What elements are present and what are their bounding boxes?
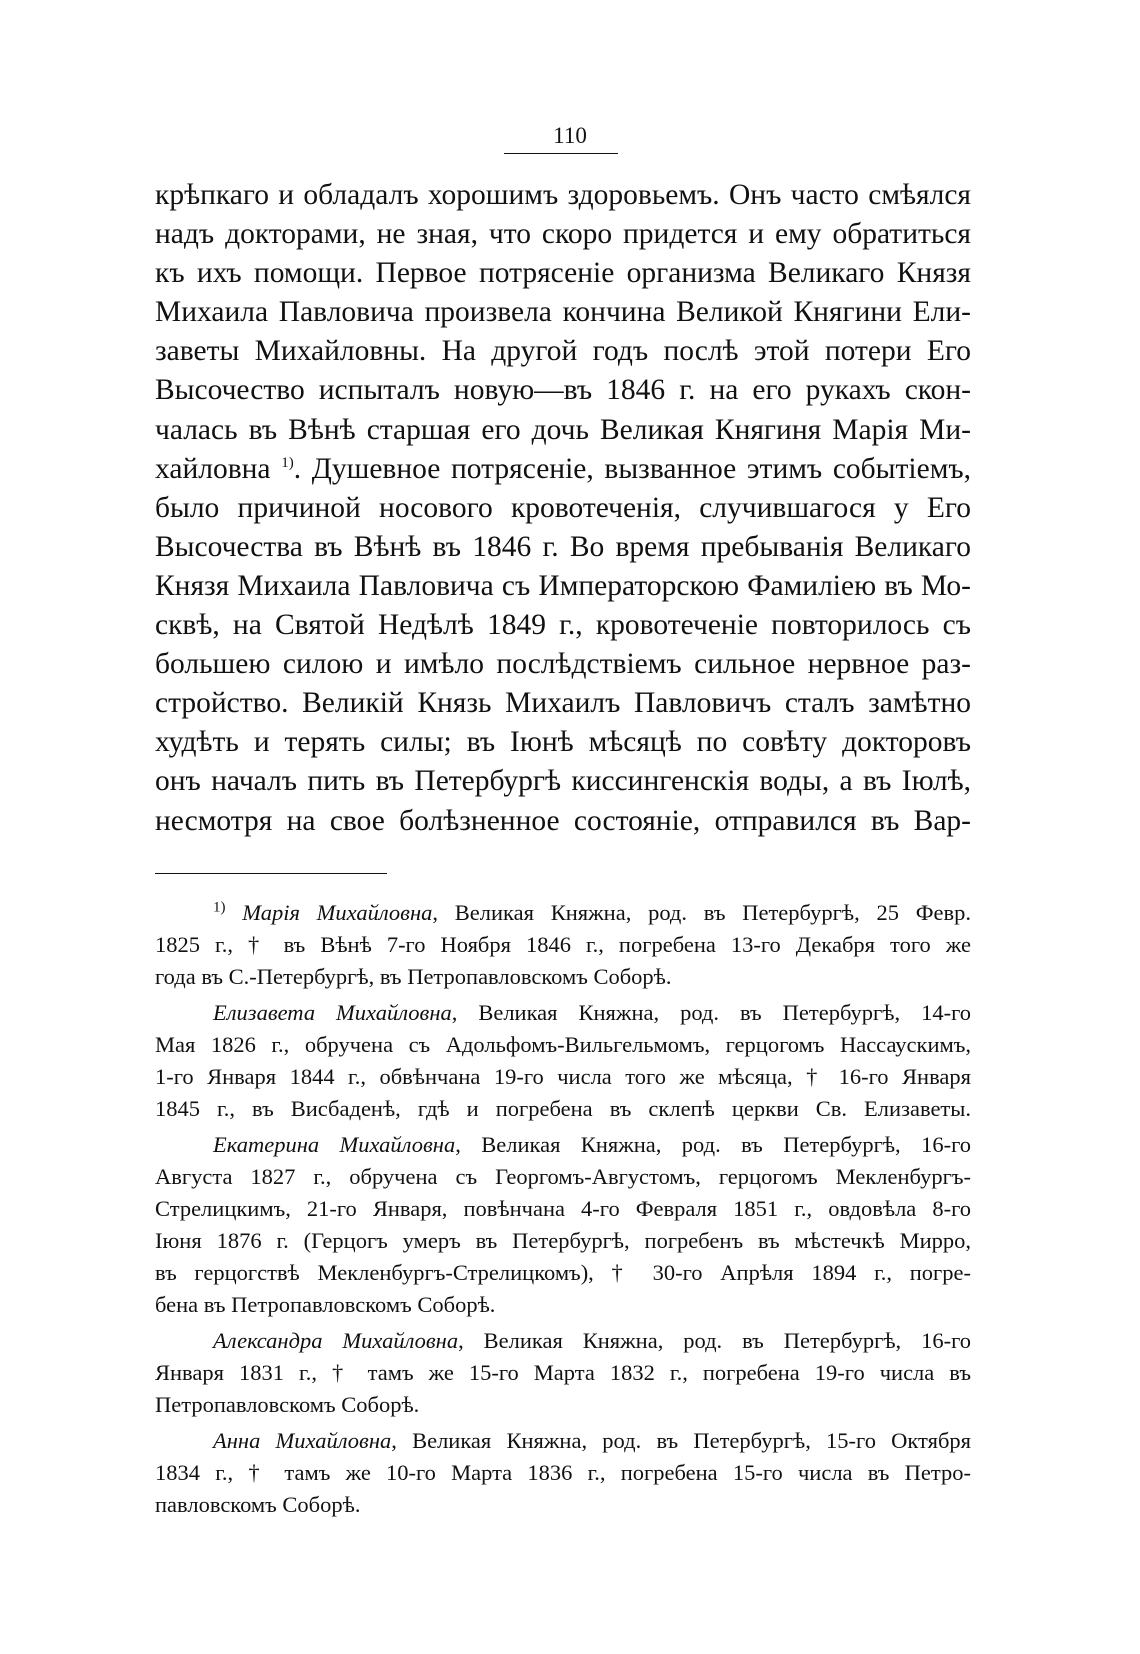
footnote-5 [155, 1425, 971, 1521]
footnote-line: Мая 1826 г., обручена съ Адольфомъ-Вильгельмомъ, герцогомъ Нассаускимъ, [155, 1032, 971, 1057]
text-segment: хайловна [155, 452, 282, 485]
footnote-line [155, 997, 971, 1029]
text-line-with-footnote-ref [155, 450, 971, 489]
footnote-1 [155, 897, 971, 993]
main-text [155, 176, 971, 841]
text-line: Высочества въ Вѣнѣ въ 1846 г. Во время пребыванія Великаго [155, 530, 971, 563]
footnote-person-name: Анна Михайловна [213, 1428, 392, 1453]
footnote-line [155, 897, 971, 929]
footnote-person-name: Александра Михайловна [213, 1328, 459, 1353]
text-line: Князя Михаила Павловича съ Императорскою Фамиліею въ Мо- [155, 569, 971, 602]
footnote-3 [155, 1129, 971, 1321]
page-number: 110 [553, 123, 587, 148]
text-segment: , Великая Княжна, род. въ Петербургѣ, 16-го [455, 1132, 971, 1157]
text-line: несмотря на свое болѣзненное состояніе, отправился въ Вар- [155, 804, 971, 837]
text-line: онъ началъ пить въ Петербургѣ киссингенскія воды, а въ Іюлѣ, [155, 765, 971, 798]
footnote-2 [155, 997, 971, 1125]
footnote-line: Петропавловскомъ Соборѣ. [155, 1392, 420, 1417]
text-segment: , Великая Княжна, род. въ Петербургѣ, 14-го [451, 1000, 971, 1025]
text-line: стройство. Великій Князь Михаилъ Павловичъ сталъ замѣтно [155, 687, 971, 720]
text-line: Высочество испыталъ новую—въ 1846 г. на его рукахъ скон- [155, 374, 971, 407]
text-line: большею силою и имѣло послѣдствіемъ сильное нервное раз- [155, 648, 971, 681]
text-line: заветы Михайловны. На другой годъ послѣ этой потери Его [155, 335, 971, 368]
footnote-line: 1825 г., † въ Вѣнѣ 7-го Ноября 1846 г., погребена 13-го Декабря того же [155, 932, 971, 957]
text-line: крѣпкаго и обладалъ хорошимъ здоровьемъ. Онъ часто смѣялся [155, 179, 971, 211]
text-line: сквѣ, на Святой Недѣлѣ 1849 г., кровотеченіе повторилось съ [155, 609, 971, 642]
footnote-line [155, 1425, 971, 1457]
footnote-marker: 1) [213, 899, 226, 916]
footnote-line: года въ С.-Петербургѣ, въ Петропавловскомъ Соборѣ. [155, 964, 672, 989]
footnote-line: Іюня 1876 г. (Герцогъ умеръ въ Петербургѣ, погребенъ въ мѣстечкѣ Мирро, [155, 1228, 971, 1253]
footnote-person-name: Марія Михайловна [242, 900, 433, 925]
footnote-line: 1-го Января 1844 г., обвѣнчана 19-го числа того же мѣсяца, † 16-го Января [155, 1064, 971, 1089]
footnote-line [155, 1325, 971, 1357]
footnote-line [155, 1129, 971, 1161]
footnote-person-name: Екатерина Михайловна [213, 1132, 456, 1157]
page-number-rule [504, 153, 618, 154]
text-line: къ ихъ помощи. Первое потрясеніе организма Великаго Князя [155, 257, 971, 290]
footnote-line: Августа 1827 г., обручена съ Георгомъ-Августомъ, герцогомъ Мекленбургъ- [155, 1164, 971, 1189]
text-segment: , Великая Княжна, род. въ Петербургѣ, 25 Февр. [432, 900, 971, 925]
footnote-line: Стрелицкимъ, 21-го Января, повѣнчана 4-го Февраля 1851 г., овдовѣла 8-го [155, 1196, 971, 1221]
text-line: было причиной носового кровотеченія, случившагося у Его [155, 491, 971, 524]
text-line: худѣть и терять силы; въ Іюнѣ мѣсяцѣ по совѣту докторовъ [155, 726, 971, 759]
text-segment: , Великая Княжна, род. въ Петербургѣ, 16-го [458, 1328, 971, 1353]
text-line: надъ докторами, не зная, что скоро придется и ему обратиться [155, 218, 971, 251]
footnote-separator [155, 873, 387, 874]
text-line: Михаила Павловича произвела кончина Великой Княгини Ели- [155, 296, 971, 329]
footnote-line: 1845 г., въ Висбаденѣ, гдѣ и погребена въ склепѣ церкви Св. Елизаветы. [155, 1096, 971, 1121]
footnote-line: 1834 г., † тамъ же 10-го Марта 1836 г., погребена 15-го числа въ Петро- [155, 1460, 971, 1485]
footnote-line: Января 1831 г., † тамъ же 15-го Марта 1832 г., погребена 19-го числа въ [155, 1360, 971, 1385]
footnote-line: въ герцогствѣ Мекленбургъ-Стрелицкомъ), † 30-го Апрѣля 1894 г., погре- [155, 1260, 971, 1285]
footnote-person-name: Елизавета Михайловна [213, 1000, 452, 1025]
footnote-ref[interactable]: 1) [281, 454, 294, 471]
footnotes [155, 897, 971, 1525]
text-line: чалась въ Вѣнѣ старшая его дочь Великая Княгиня Марія Ми- [155, 413, 971, 446]
footnote-line: бена въ Петропавловскомъ Соборѣ. [155, 1292, 496, 1317]
text-segment: , Великая Княжна, род. въ Петербургѣ, 15-го Октября [391, 1428, 971, 1453]
text-segment: . Душевное потрясеніе, вызванное этимъ событіемъ, [293, 452, 971, 485]
footnote-4 [155, 1325, 971, 1421]
footnote-line: павловскомъ Соборѣ. [155, 1492, 361, 1517]
